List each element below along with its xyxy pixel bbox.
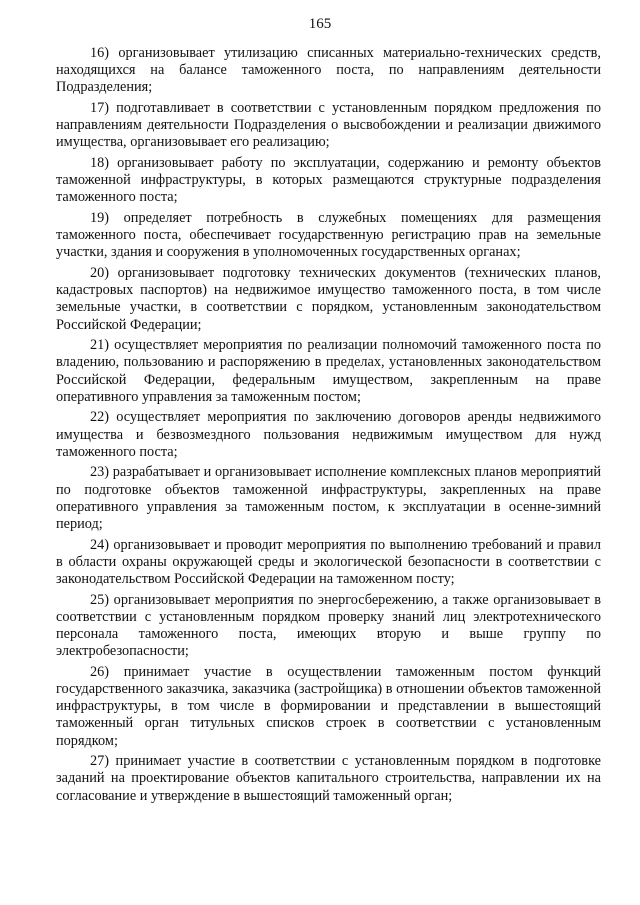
list-item-22: 22) осуществляет мероприятия по заключению договоров аренды недвижимого имущества и безвозмездного пользования недвижимым имуществом для нужд таможенного поста; [56,409,601,460]
list-item-17: 17) подготавливает в соответствии с установленным порядком предложения по направлениям деятельности Подразделения о высвобождении и реализации движимого имущества, организовывает его реализацию; [56,100,601,151]
page-number: 165 [308,16,332,32]
list-item-23: 23) разрабатывает и организовывает исполнение комплексных планов мероприятий по подготовке объектов таможенной инфраструктуры, закрепленных на праве оперативного управления за таможенным постом, к эксплуатации в осенне-зимний период; [56,464,601,533]
list-item-19: 19) определяет потребность в служебных помещениях для размещения таможенного поста, обеспечивает государственную регистрацию прав на земельные участки, здания и сооружения в уполномоченных государственных органах; [56,210,601,261]
list-item-20: 20) организовывает подготовку технических документов (технических планов, кадастровых паспортов) на недвижимое имущество таможенного поста, в том числе земельные участки, в соответствии с порядком, установленным законодательством Российской Федерации; [56,265,601,333]
list-item-24: 24) организовывает и проводит мероприятия по выполнению требований и правил в области охраны окружающей среды и экологической безопасности в соответствии с законодательством Российской Федерации на таможенном посту; [56,536,601,588]
list-item-18: 18) организовывает работу по эксплуатации, содержанию и ремонту объектов таможенной инфраструктуры, в которых размещаются структурные подразделения таможенного поста; [56,155,601,206]
list-item-26: 26) принимает участие в осуществлении таможенным постом функций государственного заказчика, заказчика (застройщика) в отношении объектов таможенной инфраструктуры, в том числе в формировании и представлении в вышестоящий таможенный орган титульных списков строек в соответствии с установленным порядком; [56,663,601,749]
document-body [56,45,601,808]
list-item-27: 27) принимает участие в соответствии с установленным порядком в подготовке заданий на проектирование объектов капитального строительства, направлении их на согласование и утверждение в вышестоящий таможенный орган; [56,753,601,804]
list-item-25: 25) организовывает мероприятия по энергосбережению, а также организовывает в соответствии с установленным порядком проверку знаний лиц электротехнического персонала таможенного поста, имеющих вторую и выше группу по электробезопасности; [56,591,601,660]
list-item-21: 21) осуществляет мероприятия по реализации полномочий таможенного поста по владению, пользованию и распоряжению в пределах, установленных законодательством Российской Федерации, федеральным имуществом, закрепленным на праве оперативного управления за таможенным постом; [56,337,601,405]
list-item-16: 16) организовывает утилизацию списанных материально-технических средств, находящихся на балансе таможенного поста, по направлениям деятельности Подразделения; [56,45,601,96]
